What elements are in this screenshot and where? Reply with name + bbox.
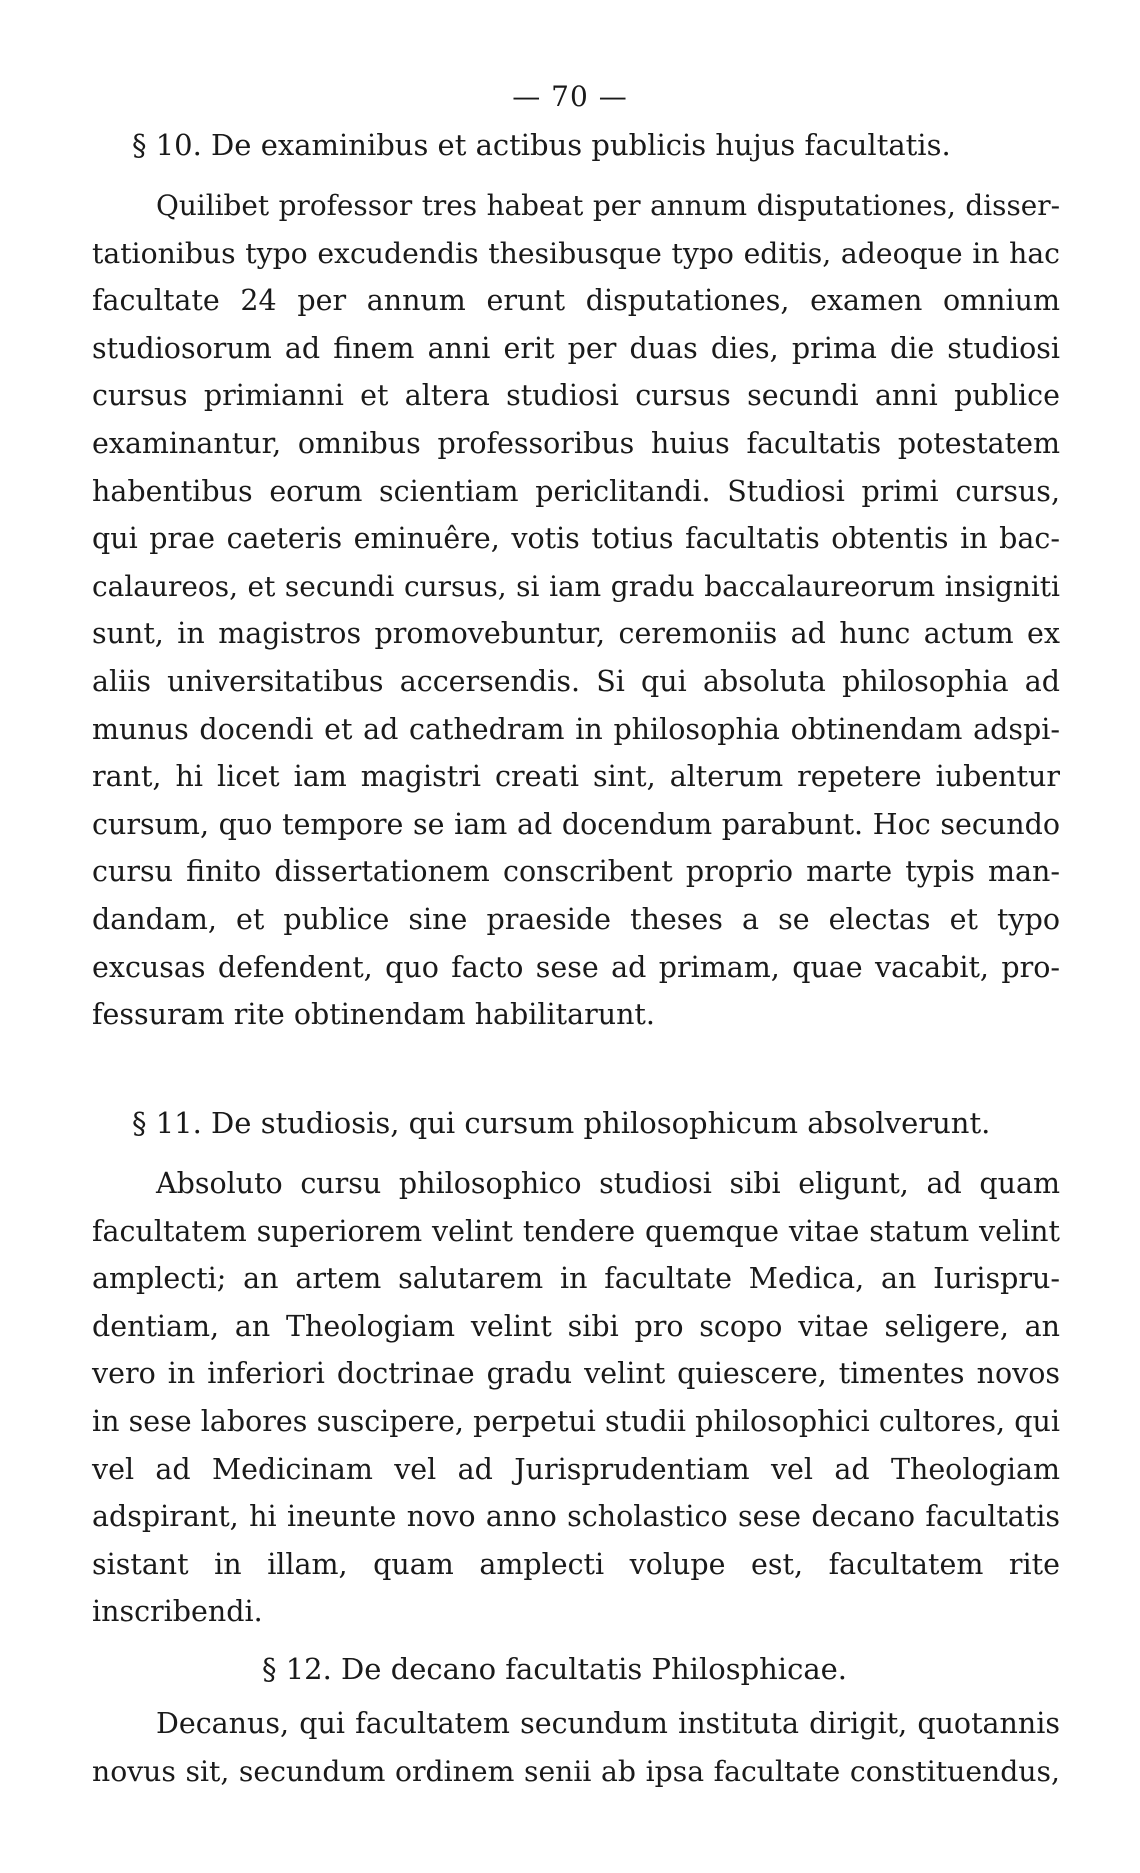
text-line: facultate 24 per annum erunt disputationes, examen omnium	[92, 284, 1060, 318]
text-line: amplecti; an artem salutarem in facultate Medica, an Iurispru-	[92, 1262, 1060, 1296]
text-line: adspirant, hi ineunte novo anno scholastico sese decano facultatis	[92, 1500, 1060, 1534]
text-line: habentibus eorum scientiam periclitandi. Studiosi primi cursus,	[92, 474, 1060, 508]
text-line: novus sit, secundum ordinem senii ab ipsa facultate constituendus,	[92, 1754, 1060, 1788]
text-line: examinantur, omnibus professoribus huius facultatis potestatem	[92, 426, 1060, 460]
text-line: Quilibet professor tres habeat per annum disputationes, disser-	[156, 189, 1060, 222]
text-line: qui prae caeteris eminuêre, votis totius facultatis obtentis in bac-	[92, 522, 1060, 556]
section-heading-10: § 10. De examinibus et actibus publicis hujus facultatis.	[132, 128, 951, 162]
text-line: in sese labores suscipere, perpetui studii philosophici cultores, qui	[92, 1404, 1060, 1438]
text-line: dentiam, an Theologiam velint sibi pro scopo vitae seligere, an	[92, 1309, 1060, 1343]
text-line: calaureos, et secundi cursus, si iam gradu baccalaureorum insigniti	[92, 569, 1060, 603]
text-line: inscribendi.	[92, 1595, 263, 1629]
section-heading-12: § 12. De decano facultatis Philosphicae.	[262, 1652, 847, 1686]
text-line: vel ad Medicinam vel ad Jurisprudentiam vel ad Theologiam	[92, 1452, 1060, 1486]
text-line: rant, hi licet iam magistri creati sint, alterum repetere iubentur	[92, 760, 1060, 794]
text-line: cursu finito dissertationem conscribent proprio marte typis man-	[92, 855, 1060, 889]
text-line: munus docendi et ad cathedram in philosophia obtinendam adspi-	[92, 712, 1060, 746]
page-number: — 70 —	[512, 80, 628, 113]
text-line: Decanus, qui facultatem secundum instituta dirigit, quotannis	[156, 1707, 1060, 1740]
section-body-10	[92, 182, 1060, 1039]
text-line: studiosorum ad finem anni erit per duas dies, prima die studiosi	[92, 331, 1060, 365]
text-line: cursum, quo tempore se iam ad docendum parabunt. Hoc secundo	[92, 807, 1060, 841]
text-line: cursus primianni et altera studiosi cursus secundi anni publice	[92, 379, 1060, 413]
text-line: excusas defendent, quo facto sese ad primam, quae vacabit, pro-	[92, 950, 1060, 984]
section-body-11	[92, 1160, 1060, 1636]
text-line: tationibus typo excudendis thesibusque typo editis, adeoque in hac	[92, 236, 1060, 270]
section-heading-11: § 11. De studiosis, qui cursum philosophicum absolverunt.	[132, 1106, 991, 1140]
text-line: sistant in illam, quam amplecti volupe est, facultatem rite	[92, 1547, 1060, 1581]
text-line: sunt, in magistros promovebuntur, ceremoniis ad hunc actum ex	[92, 617, 1060, 651]
text-line: Absoluto cursu philosophico studiosi sibi eligunt, ad quam	[156, 1167, 1060, 1200]
text-line: fessuram rite obtinendam habilitarunt.	[92, 998, 655, 1032]
text-line: dandam, et publice sine praeside theses a se electas et typo	[92, 902, 1060, 936]
text-line: facultatem superiorem velint tendere quemque vitae statum velint	[92, 1214, 1060, 1248]
text-line: aliis universitatibus accersendis. Si qui absoluta philosophia ad	[92, 664, 1060, 698]
section-body-12	[92, 1700, 1060, 1795]
text-line: vero in inferiori doctrinae gradu velint quiescere, timentes novos	[92, 1357, 1060, 1391]
